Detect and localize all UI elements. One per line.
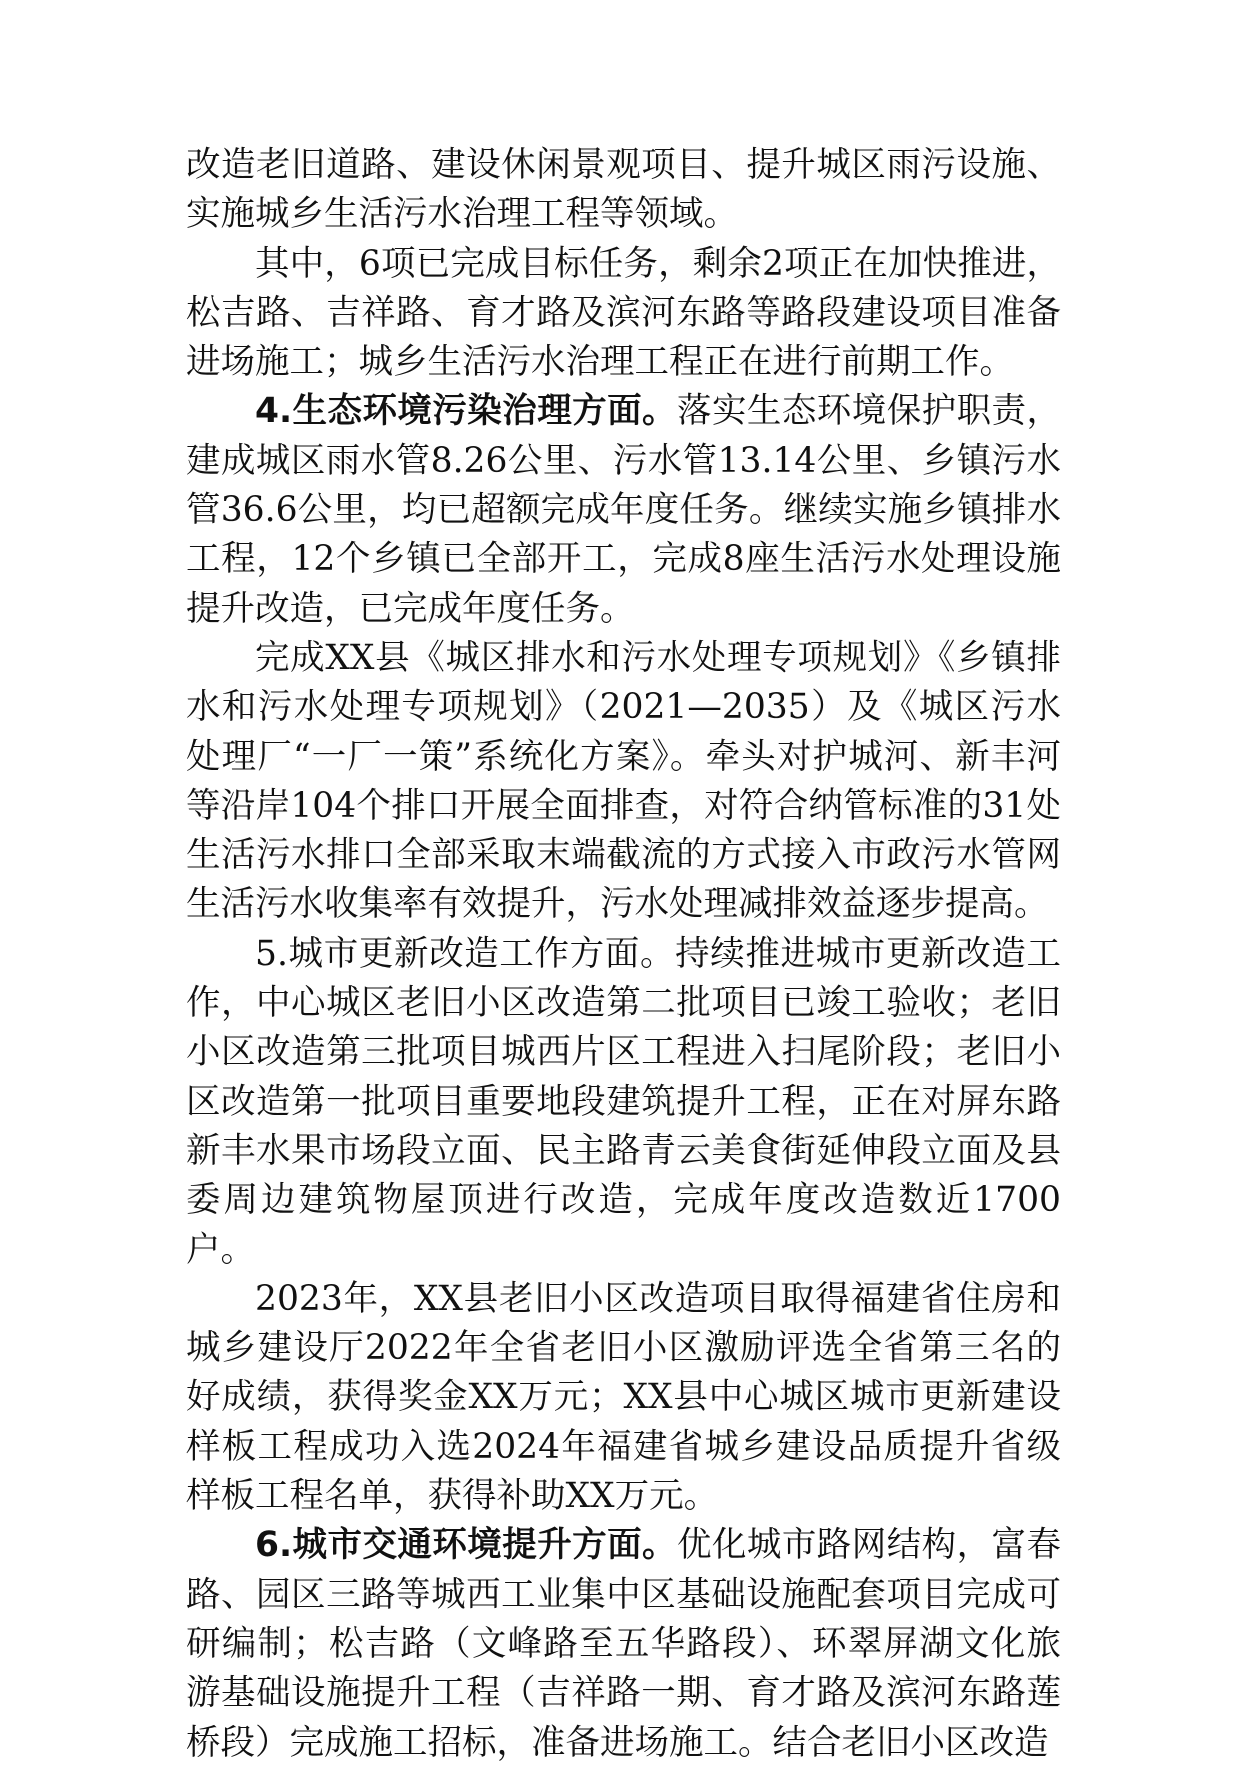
paragraph-text: 优化城市路网结构，富春路、园区三路等城西工业集中区基础设施配套项目完成可研编制；松吉路（文峰路至五华路段）、环翠屏湖文化旅游基础设施提升工程（吉祥路一期、育才路及滨河东路莲桥段）完成施工招标，准备进场施工。结合老旧小区改造 bbox=[186, 1525, 1061, 1763]
paragraph-continued-fields bbox=[186, 141, 1061, 240]
paragraph-progress bbox=[186, 240, 1061, 388]
paragraph-section-5 bbox=[186, 930, 1061, 1275]
paragraph-section-4 bbox=[186, 387, 1061, 633]
paragraph-text: 其中，6项已完成目标任务，剩余2项正在加快推进，松吉路、吉祥路、育才路及滨河东路等路段建设项目准备进场施工；城乡生活污水治理工程正在进行前期工作。 bbox=[186, 243, 1061, 383]
paragraph-drainage-planning bbox=[186, 634, 1061, 930]
paragraph-text: 落实生态环境保护职责，建成城区雨水管8.26公里、污水管13.14公里、乡镇污水管36.6公里，均已超额完成年度任务。继续实施乡镇排水工程，12个乡镇已全部开工，完成8座生活污水处理设施提升改造，已完成年度任务。 bbox=[186, 391, 1061, 629]
paragraph-text: 改造老旧道路、建设休闲景观项目、提升城区雨污设施、实施城乡生活污水治理工程等领域。 bbox=[186, 145, 1061, 235]
paragraph-text: 完成XX县《城区排水和污水处理专项规划》《乡镇排水和污水处理专项规划》（2021—2035）及《城区污水处理厂“一厂一策”系统化方案》。牵头对护城河、新丰河等沿岸104个排口开展全面排查，对符合纳管标准的31处生活污水排口全部采取末端截流的方式接入市政污水管网生活污水收集率有效提升，污水处理减排效益逐步提高。 bbox=[186, 637, 1061, 925]
paragraph-awards bbox=[186, 1275, 1061, 1521]
paragraph-section-6 bbox=[186, 1521, 1061, 1767]
section-heading: 6.城市交通环境提升方面。 bbox=[255, 1525, 677, 1566]
paragraph-text: 5.城市更新改造工作方面。持续推进城市更新改造工作，中心城区老旧小区改造第二批项目已竣工验收；老旧小区改造第三批项目城西片区工程进入扫尾阶段；老旧小区改造第一批项目重要地段建筑提升工程，正在对屏东路新丰水果市场段立面、民主路青云美食街延伸段立面及县委周边建筑物屋顶进行改造，完成年度改造数近1700户。 bbox=[186, 933, 1061, 1270]
document-body bbox=[186, 141, 1061, 1768]
paragraph-text: 2023年，XX县老旧小区改造项目取得福建省住房和城乡建设厅2022年全省老旧小区激励评选全省第三名的好成绩，获得奖金XX万元；XX县中心城区城市更新建设样板工程成功入选2024年福建省城乡建设品质提升省级样板工程名单，获得补助XX万元。 bbox=[186, 1278, 1061, 1517]
section-heading: 4.生态环境污染治理方面。 bbox=[255, 391, 677, 432]
